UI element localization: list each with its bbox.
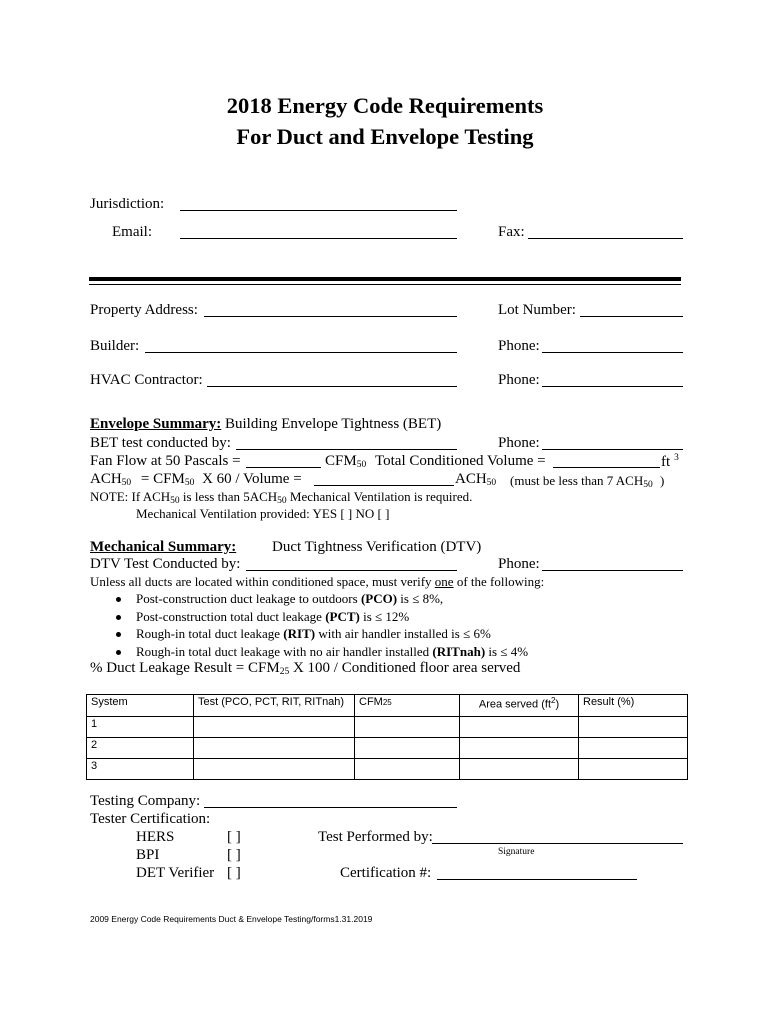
area-cell[interactable] bbox=[460, 717, 579, 738]
cfm50-label: $CFM_{50}$ bbox=[325, 453, 367, 470]
certification-number-label: Certification #: bbox=[340, 865, 432, 881]
envelope-summary-heading: Envelope Summary: Building Envelope Tightness (BET) bbox=[90, 416, 442, 432]
bullet-icon bbox=[116, 650, 121, 655]
page-title-line2: For Duct and Envelope Testing bbox=[236, 124, 534, 149]
cfm-cell[interactable] bbox=[355, 717, 460, 738]
ach-field[interactable] bbox=[314, 485, 454, 486]
mech-vent-note: NOTE: If $ACH_{50}$ is less than $5ACH_{50}$ Mechanical Ventilation is required. bbox=[90, 489, 473, 506]
property-address-label: Property Address: bbox=[90, 302, 198, 318]
bpi-checkbox[interactable]: [ ] bbox=[227, 847, 241, 863]
hvac-phone-label: Phone: bbox=[498, 372, 540, 388]
certification-number-field[interactable] bbox=[437, 879, 637, 880]
hers-label: HERS bbox=[136, 829, 175, 845]
det-verifier-label: DET Verifier bbox=[136, 865, 215, 881]
hvac-phone-field[interactable] bbox=[542, 386, 683, 387]
builder-label: Builder: bbox=[90, 338, 140, 354]
email-field[interactable] bbox=[180, 238, 457, 239]
total-volume-field[interactable] bbox=[553, 467, 660, 468]
signature-caption: Signature bbox=[498, 847, 535, 857]
criteria-item-rit: Rough-in total duct leakage (RIT) with air handler installed is ≤ 6% bbox=[136, 626, 491, 641]
area-cell[interactable] bbox=[460, 759, 579, 780]
system-results-table bbox=[86, 694, 688, 780]
result-cell[interactable] bbox=[579, 759, 688, 780]
fan-flow-field[interactable] bbox=[246, 467, 321, 468]
result-cell[interactable] bbox=[579, 738, 688, 759]
bet-phone-label: Phone: bbox=[498, 435, 540, 451]
row-number: 2 bbox=[87, 738, 194, 759]
fax-field[interactable] bbox=[528, 238, 683, 239]
ach-limit-note: (must be less than 7 $ACH_{50}$ ) bbox=[510, 473, 665, 490]
section-divider-thin bbox=[89, 284, 681, 285]
hers-checkbox[interactable]: [ ] bbox=[227, 829, 241, 845]
ft3-unit: ft $^3$ bbox=[661, 453, 679, 470]
det-verifier-checkbox[interactable]: [ ] bbox=[227, 865, 241, 881]
mechanical-summary-heading: Mechanical Summary: bbox=[90, 539, 237, 555]
mech-vent-provided: Mechanical Ventilation provided: YES [ ] NO [ ] bbox=[136, 506, 390, 521]
property-address-field[interactable] bbox=[204, 316, 457, 317]
row-number: 3 bbox=[87, 759, 194, 780]
section-divider-thick bbox=[89, 277, 681, 281]
table-row bbox=[87, 738, 688, 759]
criteria-item-pct: Post-construction total duct leakage (PCT) is ≤ 12% bbox=[136, 609, 410, 624]
lot-number-field[interactable] bbox=[580, 316, 683, 317]
ach50-unit: $ACH_{50}$ bbox=[455, 471, 497, 488]
fax-label: Fax: bbox=[498, 224, 525, 240]
builder-phone-label: Phone: bbox=[498, 338, 540, 354]
criteria-item-ritnah: Rough-in total duct leakage with no air handler installed (RITnah) is ≤ 4% bbox=[136, 644, 529, 659]
dtv-conducted-field[interactable] bbox=[246, 570, 457, 571]
builder-phone-field[interactable] bbox=[542, 352, 683, 353]
jurisdiction-label: Jurisdiction: bbox=[90, 196, 165, 212]
bet-conducted-field[interactable] bbox=[236, 449, 457, 450]
table-row bbox=[87, 717, 688, 738]
test-cell[interactable] bbox=[194, 717, 355, 738]
testing-company-label: Testing Company: bbox=[90, 793, 201, 809]
result-cell[interactable] bbox=[579, 717, 688, 738]
testing-company-field[interactable] bbox=[204, 807, 457, 808]
row-number: 1 bbox=[87, 717, 194, 738]
area-cell[interactable] bbox=[460, 738, 579, 759]
verify-instruction: Unless all ducts are located within conditioned space, must verify one of the following: bbox=[90, 574, 545, 589]
criteria-item-pco: Post-construction duct leakage to outdoors (PCO) is ≤ 8%, bbox=[136, 591, 444, 606]
bet-conducted-label: BET test conducted by: bbox=[90, 435, 231, 451]
header-area: Area served $(ft^2)$ bbox=[460, 695, 579, 717]
ach-formula: $ACH_{50} = CFM_{50}$ X 60 / Volume = bbox=[90, 471, 302, 488]
test-cell[interactable] bbox=[194, 759, 355, 780]
bullet-icon bbox=[116, 615, 121, 620]
footer-text: 2009 Energy Code Requirements Duct & Envelope Testing/forms1.31.2019 bbox=[90, 914, 373, 924]
cfm-cell[interactable] bbox=[355, 738, 460, 759]
header-cfm: CFM25 bbox=[355, 695, 460, 717]
dtv-phone-field[interactable] bbox=[542, 570, 683, 571]
dtv-phone-label: Phone: bbox=[498, 556, 540, 572]
table-row bbox=[87, 759, 688, 780]
table-header-row bbox=[87, 695, 688, 717]
test-performed-label: Test Performed by: bbox=[318, 829, 433, 845]
lot-number-label: Lot Number: bbox=[498, 302, 576, 318]
cfm-cell[interactable] bbox=[355, 759, 460, 780]
tester-certification-label: Tester Certification: bbox=[90, 811, 211, 827]
test-performed-signature-field[interactable] bbox=[432, 843, 683, 844]
jurisdiction-field[interactable] bbox=[180, 210, 457, 211]
dtv-heading: Duct Tightness Verification (DTV) bbox=[272, 539, 482, 555]
dtv-conducted-label: DTV Test Conducted by: bbox=[90, 556, 241, 572]
total-volume-label: Total Conditioned Volume = bbox=[375, 453, 546, 469]
bullet-icon bbox=[116, 597, 121, 602]
header-system: System bbox=[87, 695, 194, 717]
bullet-icon bbox=[116, 632, 121, 637]
fan-flow-label: Fan Flow at 50 Pascals = bbox=[90, 453, 241, 469]
email-label: Email: bbox=[112, 224, 152, 240]
duct-leakage-formula: % Duct Leakage Result = $CFM_{25}$ X 100 / Conditioned floor area served bbox=[90, 660, 521, 677]
bet-phone-field[interactable] bbox=[542, 449, 683, 450]
hvac-contractor-label: HVAC Contractor: bbox=[90, 372, 203, 388]
test-cell[interactable] bbox=[194, 738, 355, 759]
hvac-contractor-field[interactable] bbox=[207, 386, 457, 387]
header-result: Result (%) bbox=[579, 695, 688, 717]
header-test: Test (PCO, PCT, RIT, RITnah) bbox=[194, 695, 355, 717]
page-title-line1: 2018 Energy Code Requirements bbox=[226, 93, 544, 118]
bpi-label: BPI bbox=[136, 847, 160, 863]
builder-field[interactable] bbox=[145, 352, 457, 353]
